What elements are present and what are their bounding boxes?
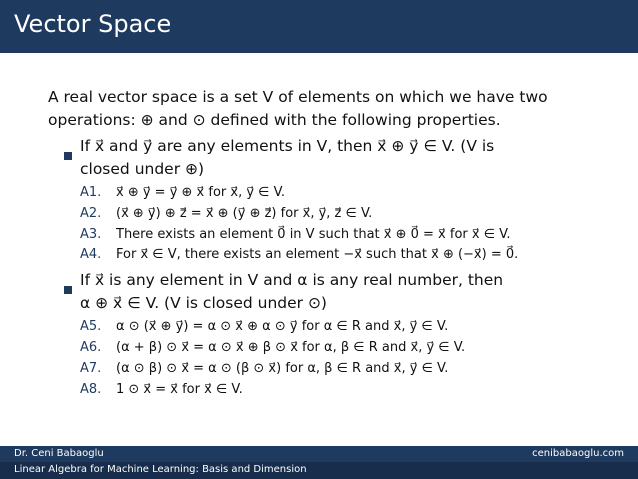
axiom-a6 [80,339,465,357]
axiom-a5 [80,318,448,336]
axiom-text: There exists an element 0⃗ in V such that x⃗ ⊕ 0⃗ = x⃗ for x⃗ ∈ V. [116,227,511,242]
axiom-text: x⃗ ⊕ y⃗ = y⃗ ⊕ x⃗ for x⃗, y⃗ ∈ V. [116,185,285,200]
axiom-a3 [80,226,511,244]
bullet-square-icon [64,286,72,294]
axiom-label: A3. [80,227,102,242]
axiom-label: A8. [80,382,102,397]
axiom-text: (α ⊙ β) ⊙ x⃗ = α ⊙ (β ⊙ x⃗) for α, β ∈ R and x⃗, y⃗ ∈ V. [116,361,449,376]
slide-title: Vector Space [14,10,172,38]
bullet-2-line-2: α ⊕ x⃗ ∈ V. (V is closed under ⊙) [80,294,327,312]
axiom-label: A2. [80,206,102,221]
intro-line-1: A real vector space is a set V of elements on which we have two [48,88,548,106]
intro-line-2: operations: ⊕ and ⊙ defined with the following properties. [48,111,501,129]
axiom-label: A1. [80,185,102,200]
footer-website: cenibabaoglu.com [532,448,624,459]
axiom-a4 [80,246,518,264]
axiom-a1 [80,184,285,202]
axiom-text: For x⃗ ∈ V, there exists an element −x⃗ such that x⃗ ⊕ (−x⃗) = 0⃗. [116,247,519,262]
axiom-a7 [80,360,448,378]
intro-text [48,86,608,132]
axiom-label: A4. [80,247,102,262]
bullet-square-icon [64,152,72,160]
axiom-text: (α + β) ⊙ x⃗ = α ⊙ x⃗ ⊕ β ⊙ x⃗ for α, β ∈ R and x⃗, y⃗ ∈ V. [116,340,466,355]
axiom-text: 1 ⊙ x⃗ = x⃗ for x⃗ ∈ V. [116,382,243,397]
footer-bar-top [0,446,638,462]
footer-bar-bottom [0,462,638,479]
bullet-1-line-2: closed under ⊕) [80,160,205,178]
axiom-label: A7. [80,361,102,376]
bullet-1-line-1: If x⃗ and y⃗ are any elements in V, then x⃗ ⊕ y⃗ ∈ V. (V is [80,137,495,155]
axiom-a2 [80,205,372,223]
axiom-label: A6. [80,340,102,355]
footer-course: Linear Algebra for Machine Learning: Basis and Dimension [14,464,307,475]
axiom-a8 [80,381,243,399]
axiom-label: A5. [80,319,102,334]
footer-author: Dr. Ceni Babaoglu [14,448,104,459]
axiom-text: (x⃗ ⊕ y⃗) ⊕ z⃗ = x⃗ ⊕ (y⃗ ⊕ z⃗) for x⃗, y⃗, z⃗ ∈ V. [116,206,373,221]
bullet-2-line-1: If x⃗ is any element in V and α is any real number, then [80,271,504,289]
axiom-text: α ⊙ (x⃗ ⊕ y⃗) = α ⊙ x⃗ ⊕ α ⊙ y⃗ for α ∈ R and x⃗, y⃗ ∈ V. [116,319,449,334]
